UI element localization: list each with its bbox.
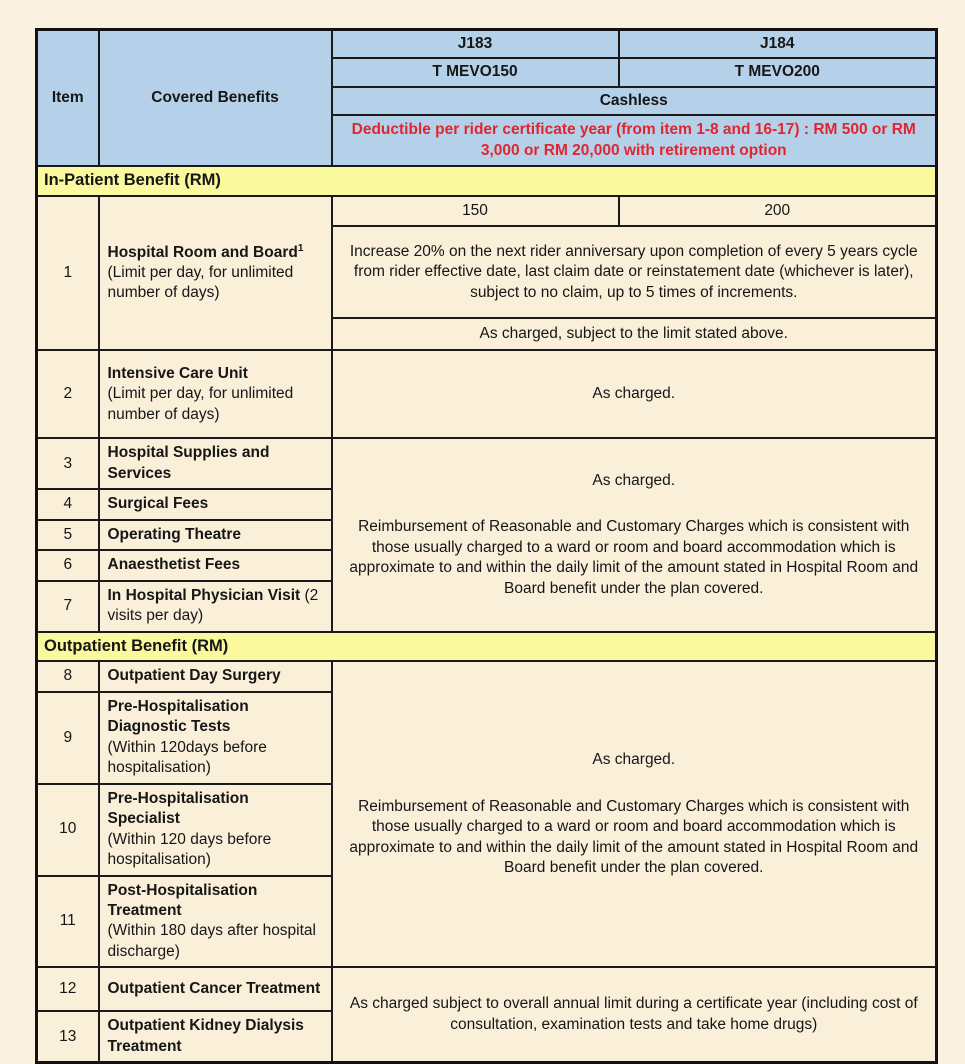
reimbursement-text: Reimbursement of Reasonable and Customary Charges which is consistent with those usually charged to a ward or room and board accommodation which is approximate to and within the daily limit of the amount stated in Hospital Room and Board benefit under the plan covered. — [349, 797, 919, 877]
item-number-cell: 5 — [37, 520, 99, 550]
item-number-cell: 10 — [37, 784, 99, 876]
benefits-table-container — [35, 28, 938, 1064]
item-number-cell: 7 — [37, 581, 99, 632]
benefit-name: Outpatient Day Surgery — [107, 667, 281, 685]
section-inpatient-label: In-Patient Benefit (RM) — [37, 166, 937, 196]
benefit-cell — [99, 350, 332, 438]
value-cell-group-3-7 — [332, 438, 937, 631]
cashless-cell: Cashless — [332, 87, 937, 115]
item-number-cell: 9 — [37, 692, 99, 784]
item-number-cell: 1 — [37, 196, 99, 350]
plan-name-mevo200-cell: T MEVO200 — [619, 58, 937, 86]
section-outpatient-label: Outpatient Benefit (RM) — [37, 632, 937, 662]
item-number-cell: 11 — [37, 876, 99, 968]
benefit-cell — [99, 876, 332, 968]
table-row-8 — [37, 661, 937, 691]
benefit-cell — [99, 692, 332, 784]
benefit-name: Pre-Hospitalisation Diagnostic Tests — [107, 697, 249, 736]
benefit-detail: (Within 120 days before hospitalisation) — [107, 830, 272, 869]
item-number-cell: 3 — [37, 438, 99, 489]
item-number-cell: 12 — [37, 967, 99, 1011]
value-cell: As charged. — [332, 350, 937, 438]
table-row-2 — [37, 350, 937, 438]
item-number-cell: 8 — [37, 661, 99, 691]
benefits-table — [35, 28, 938, 1064]
benefit-name: Surgical Fees — [107, 495, 209, 513]
benefit-name: Pre-Hospitalisation Specialist — [107, 789, 249, 828]
as-charged-text: As charged. — [592, 751, 676, 769]
as-charged-note-cell: As charged, subject to the limit stated above. — [332, 318, 937, 350]
plan-code-j184-cell: J184 — [619, 30, 937, 59]
value-cell-group-12-13: As charged subject to overall annual limit during a certificate year (including cost of consultation, examination tests and take home drugs) — [332, 967, 937, 1062]
benefit-cell — [99, 581, 332, 632]
benefit-name: Outpatient Cancer Treatment — [107, 980, 321, 998]
deductible-note-cell: Deductible per rider certificate year (from item 1-8 and 16-17) : RM 500 or RM 3,000 or RM 20,000 with retirement option — [332, 115, 937, 166]
benefit-cell — [99, 520, 332, 550]
benefit-detail: (Within 180 days after hospital discharge) — [107, 922, 316, 960]
reimbursement-text: Reimbursement of Reasonable and Customary Charges which is consistent with those usually charged to a ward or room and board accommodation which is approximate to and within the daily limit of the amount stated in Hospital Room and Board benefit under the plan covered. — [349, 518, 919, 597]
benefit-name: Post-Hospitalisation Treatment — [107, 881, 258, 919]
header-row-plan-codes — [37, 30, 937, 59]
table-row-3 — [37, 438, 937, 489]
item-number-cell: 2 — [37, 350, 99, 438]
benefit-name: Outpatient Kidney Dialysis Treatment — [107, 1017, 304, 1055]
benefit-name: Intensive Care Unit — [107, 364, 248, 382]
benefit-name: In Hospital Physician Visit — [107, 586, 301, 604]
section-row-outpatient — [37, 632, 937, 662]
item-number-cell: 13 — [37, 1011, 99, 1062]
value-cell-group-8-11 — [332, 661, 937, 967]
section-row-inpatient — [37, 166, 937, 196]
benefit-detail: (Limit per day, for unlimited number of days) — [107, 385, 294, 423]
benefit-cell — [99, 438, 332, 489]
table-row-1 — [37, 196, 937, 226]
benefit-cell — [99, 967, 332, 1011]
limit-value-j183-cell: 150 — [332, 196, 619, 226]
benefit-name: Anaesthetist Fees — [107, 556, 241, 574]
limit-value-j184-cell: 200 — [619, 196, 937, 226]
as-charged-text: As charged. — [592, 471, 676, 489]
plan-name-mevo150-cell: T MEVO150 — [332, 58, 619, 86]
footnote-marker: 1 — [297, 242, 304, 254]
benefit-name: Hospital Room and Board$^1$ — [107, 242, 304, 261]
header-covered-benefits-cell: Covered Benefits — [99, 30, 332, 167]
benefit-detail: (2 visits per day) — [107, 586, 319, 625]
benefit-cell — [99, 489, 332, 519]
benefit-cell — [99, 784, 332, 876]
benefit-cell — [99, 1011, 332, 1062]
benefit-cell — [99, 550, 332, 580]
benefit-name: Operating Theatre — [107, 525, 241, 543]
benefit-detail: (Limit per day, for unlimited number of days) — [107, 264, 294, 302]
plan-code-j183-cell: J183 — [332, 30, 619, 59]
benefit-cell — [99, 196, 332, 350]
benefit-cell — [99, 661, 332, 691]
benefit-detail: (Within 120days before hospitalisation) — [107, 738, 267, 777]
item-number-cell: 4 — [37, 489, 99, 519]
item-number-cell: 6 — [37, 550, 99, 580]
header-item-cell: Item — [37, 30, 99, 167]
increase-note-cell: Increase 20% on the next rider anniversary upon completion of every 5 years cycle from rider effective date, last claim date or reinstatement date (whichever is later), subject to no claim, up to 5 times of increments. — [332, 226, 937, 318]
table-row-12 — [37, 967, 937, 1011]
benefit-name: Hospital Supplies and Services — [107, 444, 270, 482]
